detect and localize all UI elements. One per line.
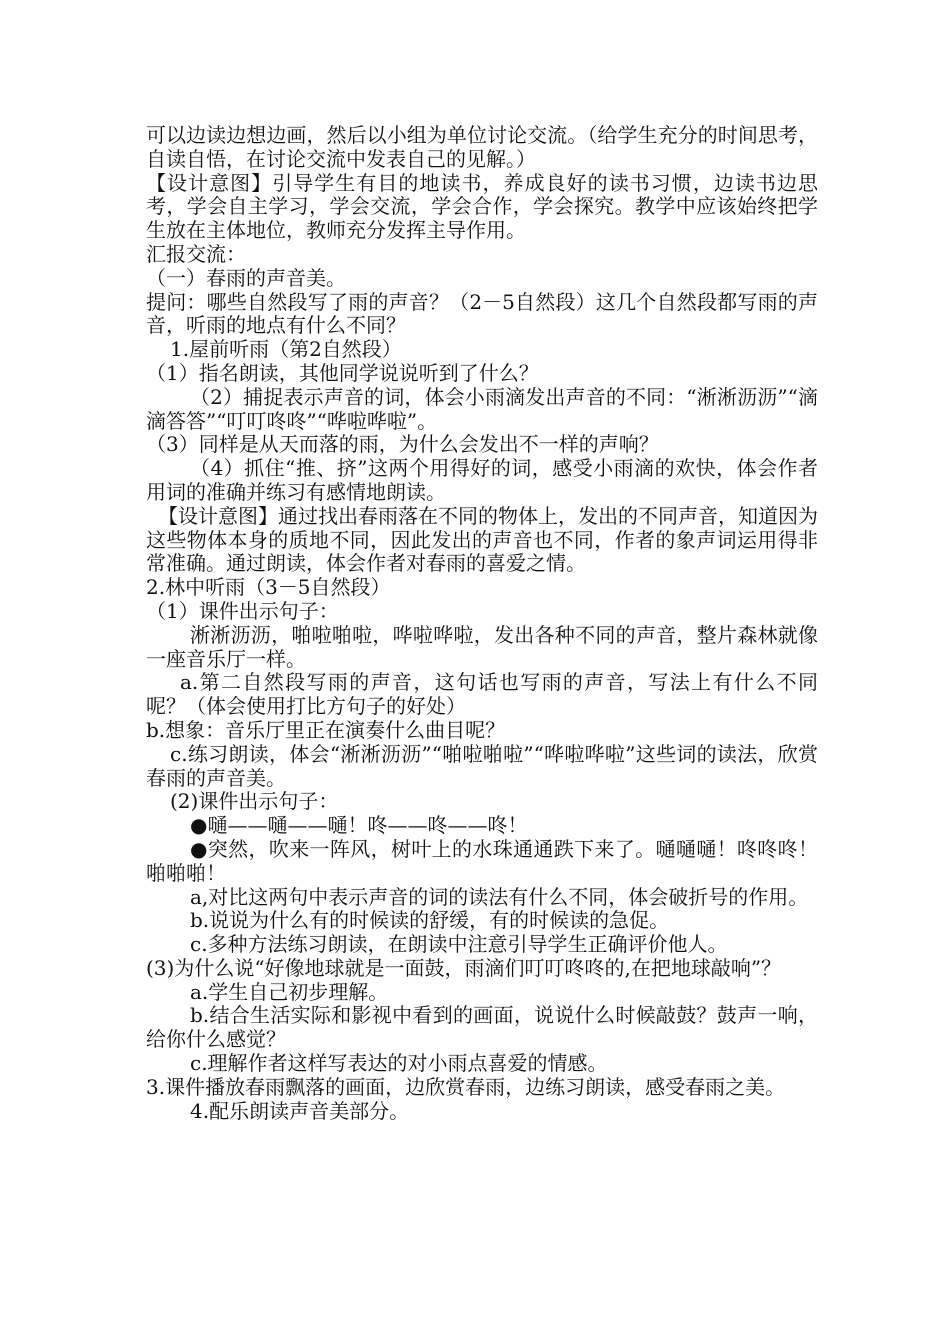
paragraph-bullet-2: ●突然，吹来一阵风，树叶上的水珠通通跌下来了。嗵嗵嗵！咚咚咚！啪啪啪！: [146, 836, 818, 885]
paragraph-design-intent-2: 【设计意图】通过找出春雨落在不同的物体上，发出的不同声音，知道因为这些物体本身的质地不同，因此发出的声音也不同，作者的象声词运用得非常准确。通过朗读，体会作者对春雨的喜爱之情。: [146, 503, 818, 576]
paragraph-item-2-3: (3)为什么说“好像地球就是一面鼓，雨滴们叮叮咚咚的,在把地球敲响”？: [146, 955, 782, 980]
paragraph-item-2-2: (2)课件出示句子：: [170, 789, 339, 814]
paragraph-bullet-1: ●嗵——嗵——嗵！咚——咚——咚！: [190, 813, 528, 838]
paragraph-item-2-1-c: c.练习朗读，体会“淅淅沥沥”“啪啦啪啦”“哗啦哗啦”这些词的读法，欣赏春雨的声音美。: [146, 741, 818, 790]
paragraph-item-2-1-b: b.想象：音乐厅里正在演奏什么曲目呢？: [146, 717, 506, 742]
paragraph-item-3: 3.课件播放春雨飘落的画面，边欣赏春雨，边练习朗读，感受春雨之美。: [146, 1074, 786, 1099]
paragraph-item-2-3-b: b.结合生活实际和影视中看到的画面，说说什么时候敲鼓？鼓声一响，给你什么感觉？: [146, 1003, 818, 1052]
paragraph-item-2-2-c: c.多种方法练习朗读，在朗读中注意引导学生正确评价他人。: [190, 932, 728, 957]
paragraph-quote-1: 淅淅沥沥，啪啦啪啦，哗啦哗啦，发出各种不同的声音，整片森林就像一座音乐厅一样。: [146, 622, 818, 671]
paragraph-discussion-intro: 可以边读边想边画，然后以小组为单位讨论交流。（给学生充分的时间思考，自读自悟，在讨论交流中发表自己的见解。）: [146, 123, 818, 171]
paragraph-section-one-heading: （一）春雨的声音美。: [146, 265, 346, 290]
paragraph-report-heading: 汇报交流：: [146, 241, 246, 266]
paragraph-item-1-2: （2）捕捉表示声音的词，体会小雨滴发出声音的不同：“淅淅沥沥”“滴滴答答”“叮叮咚咚”“哗啦哗啦”。: [146, 384, 818, 433]
paragraph-item-1-4: （4）抓住“推、挤”这两个用得好的词，感受小雨滴的欢快，体会作者用词的准确并练习有感情地朗读。: [146, 456, 818, 504]
paragraph-item-1-1: （1）指名朗读，其他同学说说听到了什么？: [146, 360, 539, 385]
paragraph-item-2-2-b: b.说说为什么有的时候读的舒缓，有的时候读的急促。: [190, 908, 670, 933]
paragraph-item-2-1-a: a.第二自然段写雨的声音，这句话也写雨的声音，写法上有什么不同呢？（体会使用打比方句子的好处）: [146, 670, 818, 719]
paragraph-question: 提问：哪些自然段写了雨的声音？（2－5自然段）这几个自然段都写雨的声音，听雨的地点有什么不同？: [146, 289, 818, 338]
paragraph-item-4: 4.配乐朗读声音美部分。: [190, 1098, 410, 1123]
paragraph-item-1-heading: 1.屋前听雨（第2自然段）: [170, 337, 402, 362]
paragraph-item-2-heading: 2.林中听雨（3－5自然段）: [146, 575, 391, 600]
paragraph-design-intent-1: 【设计意图】引导学生有目的地读书，养成良好的读书习惯，边读书边思考，学会自主学习，学会交流，学会合作，学会探究。教学中应该始终把学生放在主体地位，教师充分发挥主导作用。: [146, 170, 818, 243]
paragraph-item-2-3-c: c.理解作者这样写表达的对小雨点喜爱的情感。: [190, 1051, 608, 1076]
paragraph-item-2-1: （1）课件出示句子：: [146, 598, 339, 623]
document-body: [146, 124, 818, 1123]
paragraph-item-2-3-a: a.学生自己初步理解。: [190, 979, 389, 1004]
paragraph-item-2-2-a: a,对比这两句中表示声音的词的读法有什么不同，体会破折号的作用。: [190, 884, 809, 909]
paragraph-item-1-3: （3）同样是从天而落的雨，为什么会发出不一样的声响？: [146, 432, 659, 457]
